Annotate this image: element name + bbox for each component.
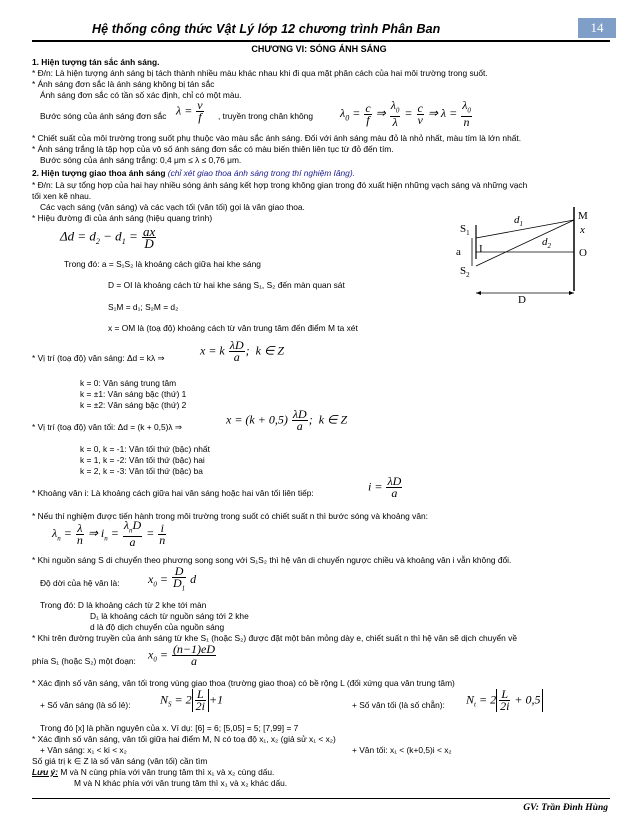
footer-author: GV: Trần Đình Hùng <box>523 803 608 813</box>
s2-line6: S₁M = d₁; S₂M = d₂ <box>108 302 179 312</box>
D-arrow-right <box>569 291 574 295</box>
count-dark-text: + Số vân tối (là số chẵn): <box>352 700 445 710</box>
s2-definition-cont: tối xen kẽ nhau. <box>32 191 92 201</box>
mn-text: * Xác định số vân sáng, vân tối giữa hai điểm M, N có toạ độ x₁, x₂ (giả sử x₁ < x₂) <box>32 734 336 744</box>
formula-shift: $x_0$ = $\frac{D}{D_1}$ d <box>148 564 197 593</box>
shift-text: * Khi nguồn sáng S di chuyển theo phương song song với S₁S₂ thì hệ vân di chuyển ngược chiều và khoảng vân i vẫn không đổi. <box>32 555 512 565</box>
formula-plate: $x_0$ = $\frac{(n-1)eD}{a}$ <box>148 642 216 668</box>
note-row-1 <box>32 767 274 777</box>
label-d2: $d_2$ <box>542 236 551 250</box>
s1-heading: 1. Hiện tượng tán sắc ánh sáng. <box>32 57 160 67</box>
note-label: Lưu ý: <box>32 767 58 777</box>
label-x: x <box>580 224 585 236</box>
shift-text-3: Trong đó: D là khoảng cách từ 2 khe tới màn <box>40 600 207 610</box>
s2-line5: D = OI là khoảng cách từ hai khe sáng S₁, S₂ đến màn quan sát <box>108 280 345 290</box>
page-number: 14 <box>578 18 616 38</box>
s1-vacuum-text: , truyền trong chân không <box>218 111 313 121</box>
medium-text: * Nếu thí nghiệm được tiến hành trong môi trường trong suốt có chiết suất n thì bước sóng và khoảng vân: <box>32 511 428 521</box>
formula-medium: $\lambda_n$ = $\frac{\lambda}{n}$ ⇒ $i_n$ = $\frac{\lambda_nD}{a}$ = $\frac{i}{n}$ <box>52 518 166 550</box>
plate-text-2: phía S₁ (hoặc S₂) một đoạn: <box>32 656 136 666</box>
count-bright-text: + Số vân sáng (là số lẻ): <box>40 700 131 710</box>
mn-bright: + Vân sáng: x₁ < ki < x₂ <box>40 745 127 755</box>
formula-wavelength: λ = $\frac{v}{f}$ <box>176 98 203 124</box>
s1-line2: * Ánh sáng đơn sắc là ánh sáng không bị tán sắc <box>32 79 215 89</box>
footer-rule <box>32 798 610 799</box>
formula-bright-position: x = k $\frac{\lambda D}{a}$ ; k ∈ Z <box>200 338 285 364</box>
formula-count-dark: $N_t = 2$ $\frac{L}{2i}$ + 0,5 <box>466 687 541 713</box>
mn-k: Số giá trị k ∈ Z là số vân sáng (vân tối) cần tìm <box>32 756 208 766</box>
s2-definition: * Đ/n: Là sự tổng hợp của hai hay nhiều sóng ánh sáng kết hợp trong không gian trong đó xuất hiện những vạch sáng và những vạch <box>32 180 528 190</box>
ray-d1-line <box>476 220 574 238</box>
label-O: O <box>579 247 587 259</box>
label-d1: $d_1$ <box>514 214 523 228</box>
s1-line3: Ánh sáng đơn sắc có tần số xác định, chỉ có một màu. <box>40 90 242 100</box>
dark-position-text: * Vị trí (toạ độ) vân tối: Δd = (k + 0,5)λ ⇒ <box>32 422 182 432</box>
dark-k2: k = 2, k = -3: Vân tối thứ (bậc) ba <box>80 466 203 476</box>
formula-vacuum-wavelength: $\lambda_0$ = $\frac{c}{f}$ ⇒ $\frac{\lambda_0}{\lambda}$ = $\frac{c}{v}$ ⇒ λ = $\frac{\lambda_0}{n}$ <box>340 98 471 130</box>
count-text: * Xác định số vân sáng, vân tối trong vùng giao thoa (trường giao thoa) có bề rộng L (đối xứng qua vân trung tâm) <box>32 678 455 688</box>
shift-text-5: d là độ dịch chuyển của nguồn sáng <box>90 622 225 632</box>
label-I: I <box>479 243 483 255</box>
page-header <box>32 18 610 42</box>
label-D: D <box>518 294 526 305</box>
young-experiment-diagram <box>450 205 615 305</box>
s2-line7: x = OM là (toạ độ) khoảng cách từ vân trung tâm đến điểm M ta xét <box>108 323 358 333</box>
D-arrow-left <box>476 291 481 295</box>
bright-k1: k = ±1: Vân sáng bậc (thứ) 1 <box>80 389 187 399</box>
s2-line3: * Hiệu đường đi của ánh sáng (hiệu quang trình) <box>32 213 213 223</box>
count-note: Trong đó [x] là phần nguyên của x. Ví dụ: [6] = 6; [5,05] = 5; [7,99] = 7 <box>40 723 299 733</box>
bright-k0: k = 0: Vân sáng trung tâm <box>80 378 177 388</box>
dark-k1: k = 1, k = -2: Vân tối thứ (bậc) hai <box>80 455 205 465</box>
s2-line2: Các vạch sáng (vân sáng) và các vạch tối (vân tối) gọi là vân giao thoa. <box>40 202 305 212</box>
s2-line4: Trong đó: a = S₁S₂ là khoảng cách giữa hai khe sáng <box>64 259 261 269</box>
s1-line5: * Chiết suất của môi trường trong suốt phụ thuộc vào màu sắc ánh sáng. Đối với ánh sáng màu đỏ là nhỏ nhất, màu tím là lớn nhất. <box>32 133 522 143</box>
formula-path-difference: $\Delta d = d_2 - d_1$ = $\frac{ax}{D}$ <box>60 224 156 251</box>
bright-k2: k = ±2: Vân sáng bậc (thứ) 2 <box>80 400 187 410</box>
s1-line7: Bước sóng của ánh sáng trắng: 0,4 μm ≤ λ ≤ 0,76 μm. <box>40 155 242 165</box>
formula-count-bright: $N_S = 2$ $\frac{L}{2i}$ +1 <box>160 687 224 713</box>
dark-k0: k = 0, k = -1: Vân tối thứ (bậc) nhất <box>80 444 210 454</box>
formula-dark-position: x = (k + 0,5) $\frac{\lambda D}{a}$ ; k ∈ Z <box>226 407 348 433</box>
s1-definition: * Đ/n: Là hiện tượng ánh sáng bị tách thành nhiều màu khác nhau khi đi qua mặt phân cách của hai môi trường trong suốt. <box>32 68 488 78</box>
s2-heading-row <box>32 168 355 178</box>
fringe-width-text: * Khoảng vân i: Là khoảng cách giữa hai vân sáng hoặc hai vân tối liên tiếp: <box>32 488 314 498</box>
s1-wavelength-text: Bước sóng của ánh sáng đơn sắc <box>40 111 167 121</box>
mn-dark: + Vân tối: x₁ < (k+0,5)i < x₂ <box>352 745 452 755</box>
header-title: Hệ thống công thức Vật Lý lớp 12 chương trình Phân Ban <box>92 22 441 36</box>
label-M: M <box>578 210 588 222</box>
chapter-title: CHƯƠNG VI: SÓNG ÁNH SÁNG <box>251 44 387 54</box>
formula-fringe-width: i = $\frac{\lambda D}{a}$ <box>368 474 402 500</box>
note-line-2: M và N khác phía với vân trung tâm thì x₁ và x₂ khác dấu. <box>74 778 288 788</box>
s2-heading: 2. Hiện tượng giao thoa ánh sáng <box>32 168 166 178</box>
shift-text-2: Độ dời của hệ vân là: <box>40 578 120 588</box>
label-s1: $S_1$ <box>460 223 470 237</box>
label-s2: $S_2$ <box>460 265 470 279</box>
s1-line6: * Ánh sáng trắng là tập hợp của vô số ánh sáng đơn sắc có màu biến thiên liên tục từ đỏ đến tím. <box>32 144 394 154</box>
label-a: a <box>456 246 461 258</box>
ray-d2-line <box>476 220 574 266</box>
plate-text: * Khi trên đường truyền của ánh sáng từ khe S₁ (hoặc S₂) được đặt một bản mỏng dày e, chiết suất n thì hệ vân sẽ dịch chuyển về <box>32 633 518 643</box>
bright-position-text: * Vị trí (toạ độ) vân sáng: Δd = kλ ⇒ <box>32 353 165 363</box>
s2-heading-note: (chỉ xét giao thoa ánh sáng trong thí nghiệm Iâng). <box>167 168 355 178</box>
note-line-1: M và N cùng phía với vân trung tâm thì x₁ và x₂ cùng dấu. <box>60 767 275 777</box>
shift-text-4: D₁ là khoảng cách từ nguồn sáng tới 2 khe <box>90 611 249 621</box>
